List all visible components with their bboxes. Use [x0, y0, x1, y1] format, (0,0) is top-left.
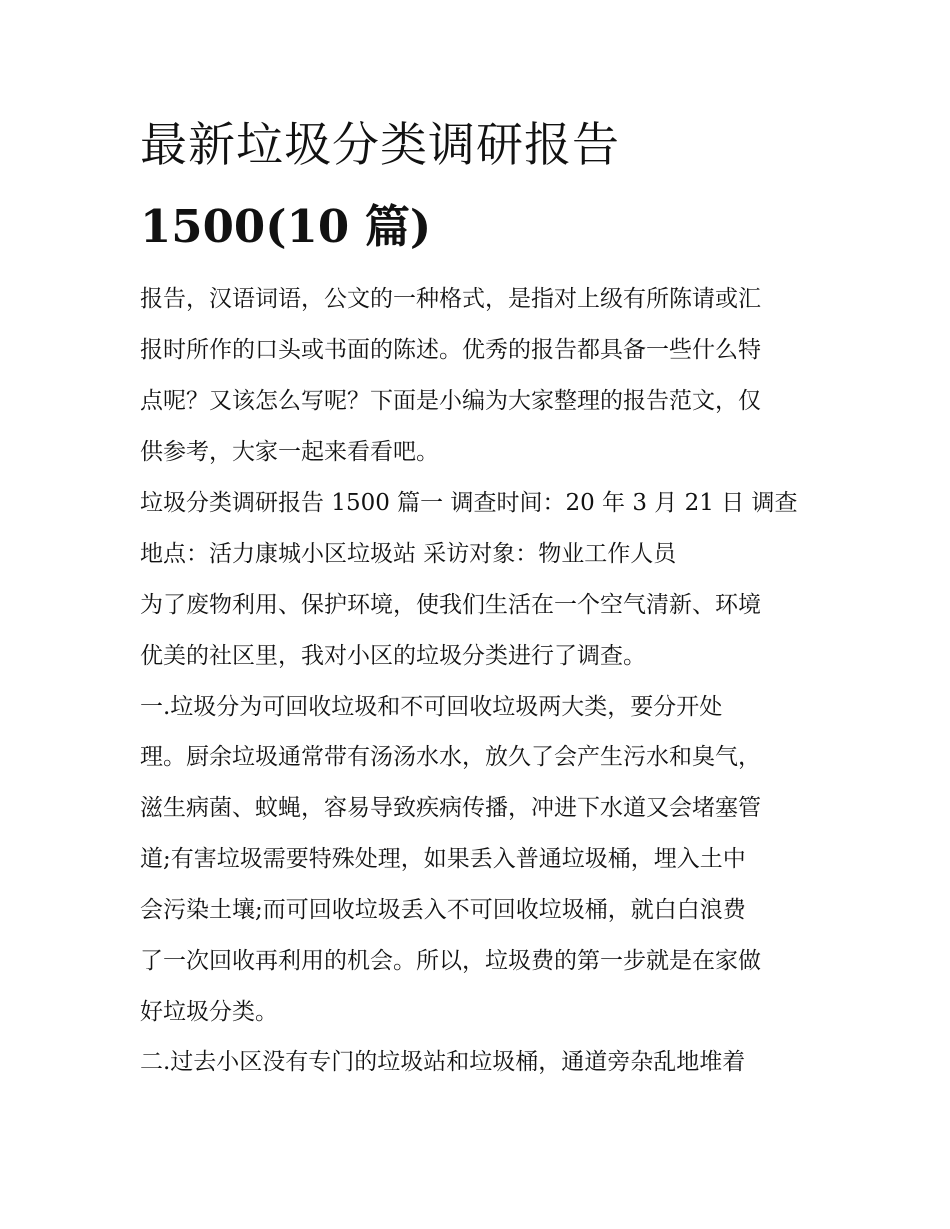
body-line-16: 二.过去小区没有专门的垃圾站和垃圾桶，通道旁杂乱地堆着	[140, 1049, 746, 1075]
body-line-11: 滋生病菌、蚊蝇，容易导致疾病传播，冲进下水道又会堵塞管	[140, 795, 761, 821]
body-line-12: 道;有害垃圾需要特殊处理，如果丢入普通垃圾桶，埋入土中	[140, 846, 746, 872]
body-line-14: 了一次回收再利用的机会。所以，垃圾费的第一步就是在家做	[140, 948, 761, 974]
body-line-10: 理。厨余垃圾通常带有汤汤水水，放久了会产生污水和臭气，	[140, 744, 761, 770]
body-line-9: 一.垃圾分为可回收垃圾和不可回收垃圾两大类，要分开处	[140, 694, 723, 720]
body-line-15: 好垃圾分类。	[140, 999, 278, 1025]
body-line-13: 会污染土壤;而可回收垃圾丢入不可回收垃圾桶，就白白浪费	[140, 897, 746, 923]
document-title-line-1: 最新垃圾分类调研报告	[140, 118, 620, 173]
body-line-4: 供参考，大家一起来看看吧。	[140, 439, 439, 465]
body-line-7: 为了废物利用、保护环境，使我们生活在一个空气清新、环境	[140, 592, 761, 618]
body-line-6: 地点：活力康城小区垃圾站 采访对象：物业工作人员	[140, 541, 677, 567]
body-line-1: 报告，汉语词语，公文的一种格式，是指对上级有所陈请或汇	[140, 286, 761, 312]
body-line-8: 优美的社区里，我对小区的垃圾分类进行了调查。	[140, 643, 646, 669]
document-title-line-2: 1500(10 篇)	[140, 200, 432, 253]
body-line-5: 垃圾分类调研报告 1500 篇一 调查时间：20 年 3 月 21 日 调查	[140, 490, 798, 516]
body-line-2: 报时所作的口头或书面的陈述。优秀的报告都具备一些什么特	[140, 337, 761, 363]
body-line-3: 点呢？又该怎么写呢？下面是小编为大家整理的报告范文，仅	[140, 388, 761, 414]
